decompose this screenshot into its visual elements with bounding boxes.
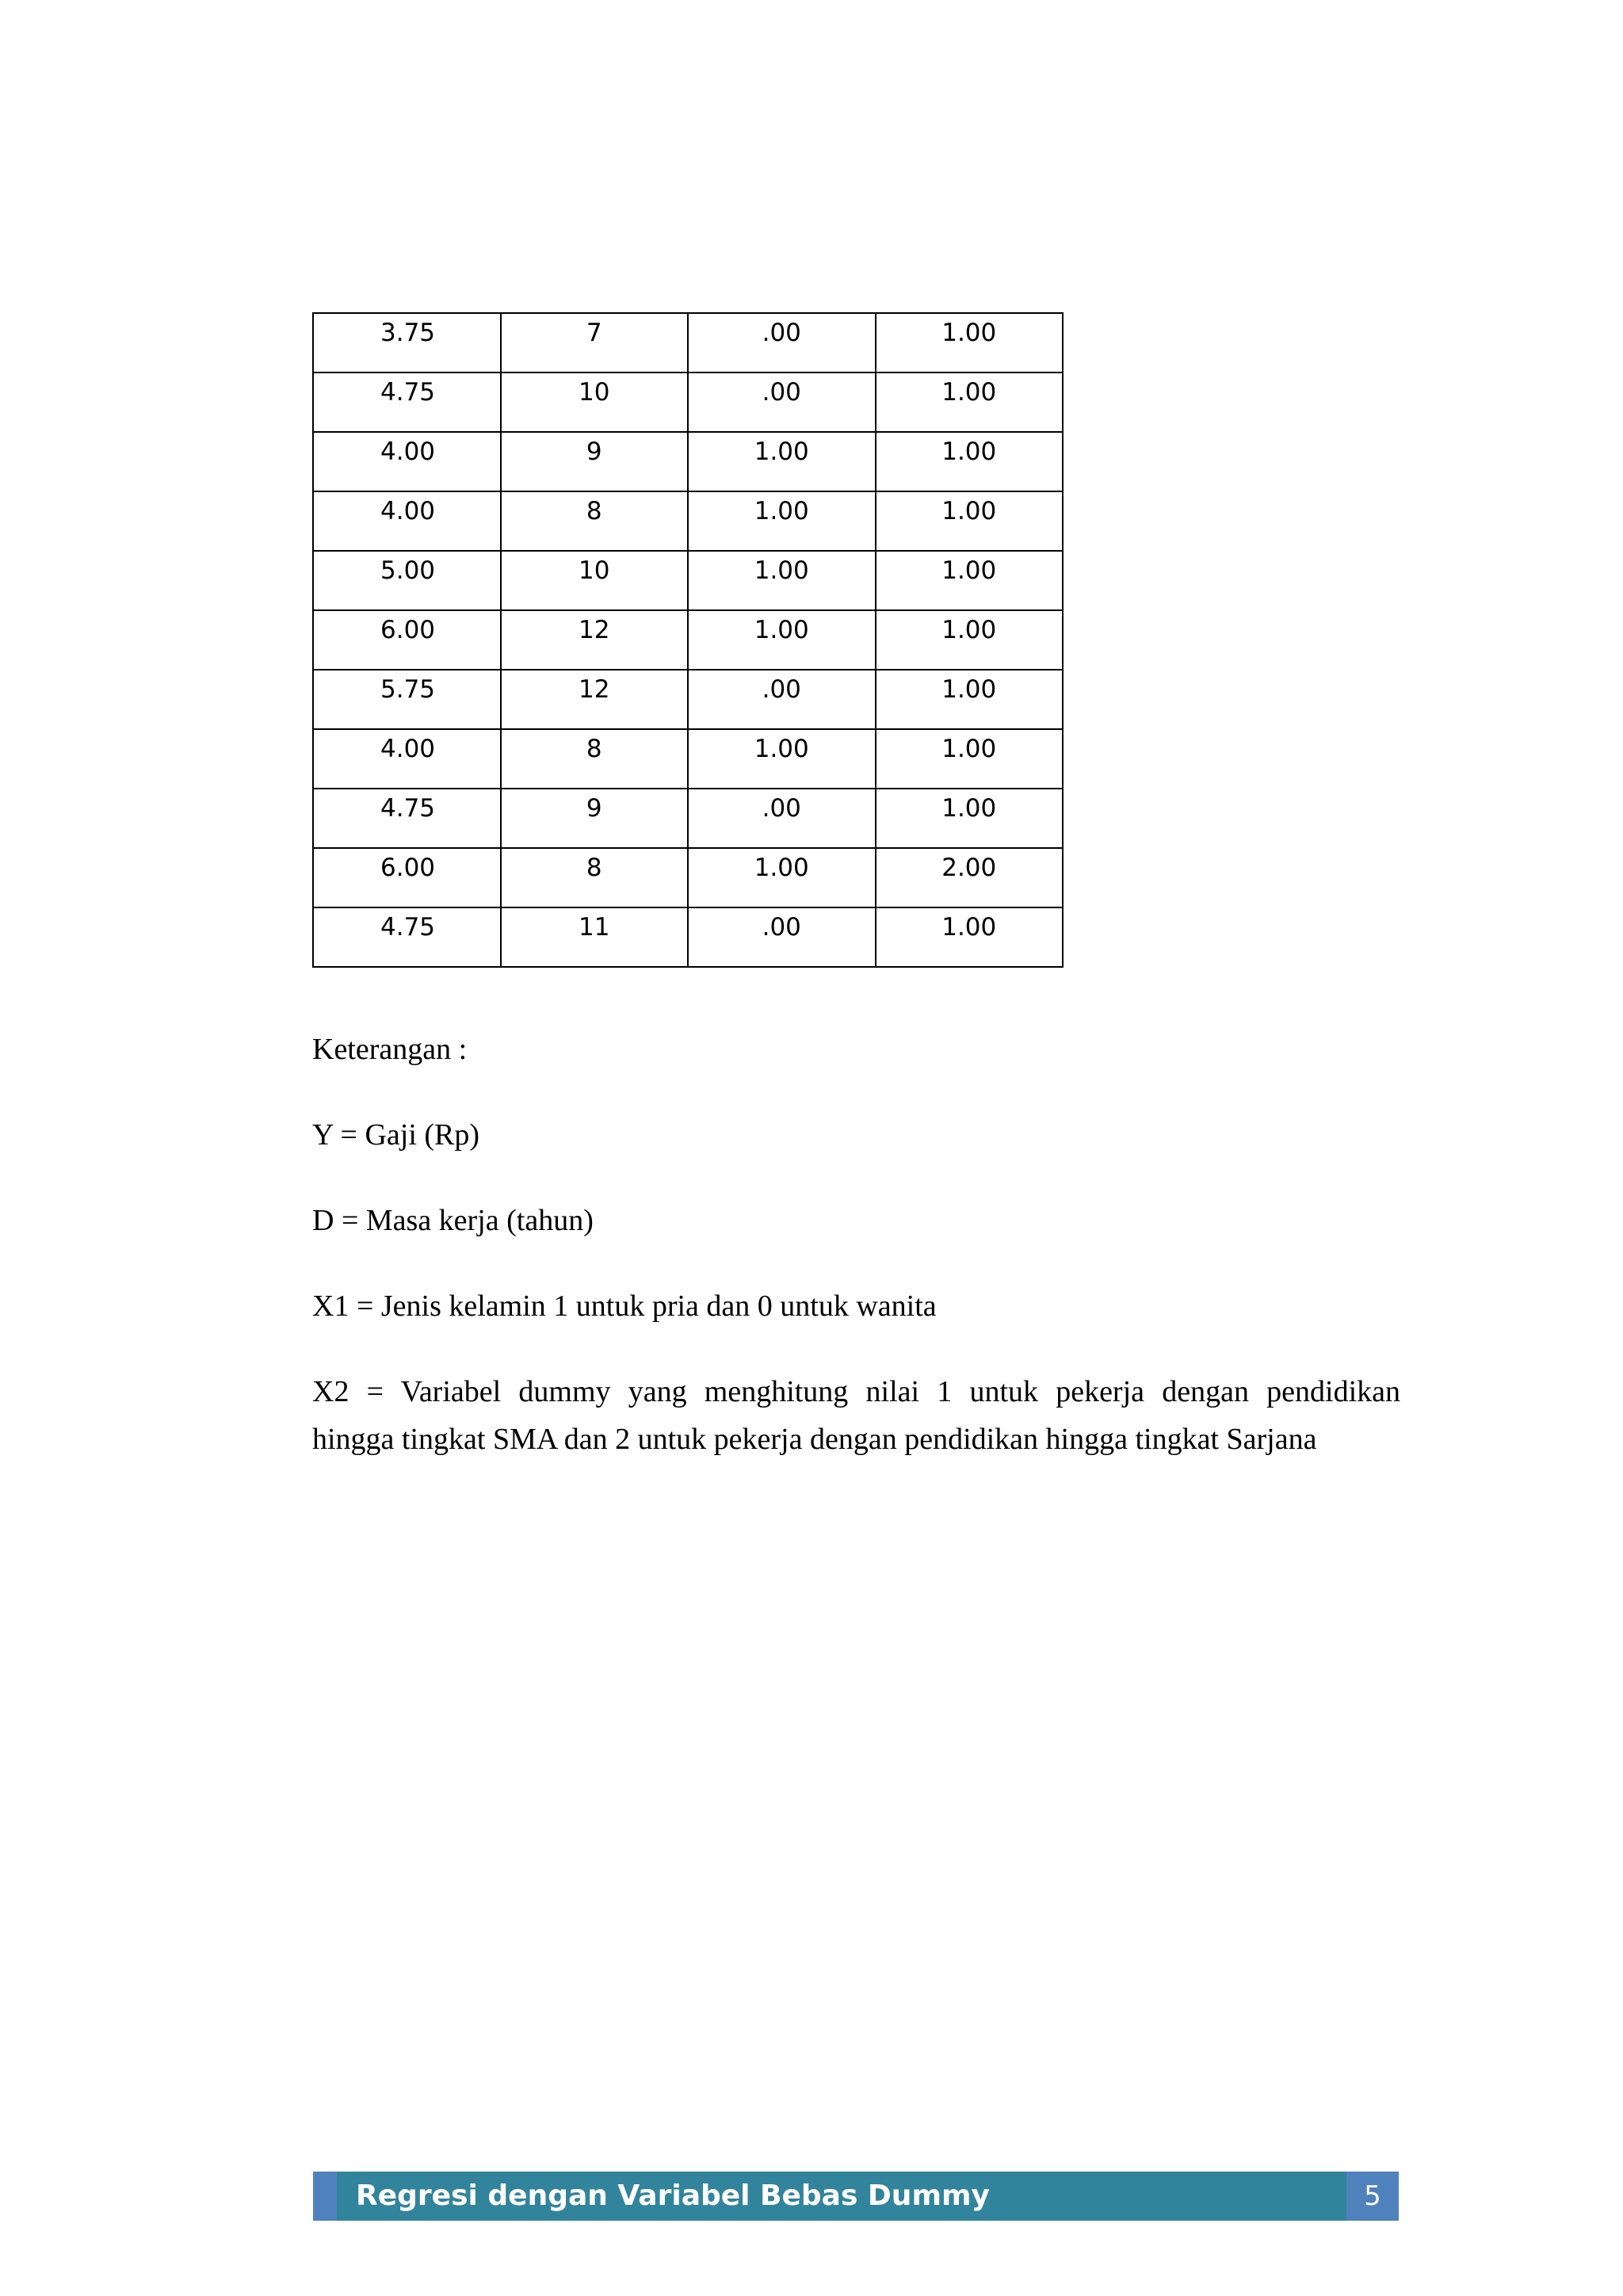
- table-row: [313, 729, 1063, 789]
- data-table: [312, 312, 1064, 968]
- page-number: 5: [1346, 2172, 1399, 2221]
- table-cell: 5.75: [313, 670, 501, 729]
- table-cell: 1.00: [876, 432, 1064, 491]
- table-cell: 1.00: [876, 313, 1064, 372]
- table-cell: 1.00: [876, 670, 1064, 729]
- table-cell: 1.00: [688, 729, 876, 789]
- table-row: [313, 491, 1063, 551]
- table-cell: 11: [501, 907, 689, 967]
- table-row: [313, 789, 1063, 848]
- table-cell: 1.00: [876, 907, 1064, 967]
- table-row: [313, 313, 1063, 372]
- table-cell: 4.75: [313, 907, 501, 967]
- table-cell: 1.00: [688, 610, 876, 670]
- table-cell: 3.75: [313, 313, 501, 372]
- table-row: [313, 610, 1063, 670]
- table-row: [313, 670, 1063, 729]
- table-cell: 4.75: [313, 789, 501, 848]
- notes-heading: Keterangan :: [312, 1033, 468, 1066]
- table-cell: 5.00: [313, 551, 501, 610]
- note-d: D = Masa kerja (tahun): [312, 1204, 594, 1237]
- table-cell: 4.75: [313, 372, 501, 432]
- table-cell: 12: [501, 670, 689, 729]
- table-cell: 1.00: [876, 789, 1064, 848]
- table-row: [313, 551, 1063, 610]
- table-cell: 1.00: [688, 432, 876, 491]
- table-row: [313, 907, 1063, 967]
- note-x2-line-2: hingga tingkat SMA dan 2 untuk pekerja dengan pendidikan hingga tingkat Sarjana: [312, 1423, 1317, 1456]
- table-cell: .00: [688, 313, 876, 372]
- table-cell: 1.00: [876, 610, 1064, 670]
- table-cell: 9: [501, 432, 689, 491]
- note-x2-line-1: X2 = Variabel dummy yang menghitung nilai 1 untuk pekerja dengan pendidikan: [312, 1375, 1400, 1408]
- table-cell: 4.00: [313, 729, 501, 789]
- note-y: Y = Gaji (Rp): [312, 1118, 480, 1152]
- table-cell: 12: [501, 610, 689, 670]
- table-cell: 6.00: [313, 848, 501, 907]
- table-cell: .00: [688, 907, 876, 967]
- table-cell: 1.00: [688, 848, 876, 907]
- table-cell: 10: [501, 372, 689, 432]
- table-cell: 8: [501, 491, 689, 551]
- data-table-body: [313, 313, 1063, 967]
- table-cell: 1.00: [876, 551, 1064, 610]
- table-cell: 7: [501, 313, 689, 372]
- table-cell: 1.00: [688, 551, 876, 610]
- table-cell: 8: [501, 848, 689, 907]
- footer-accent: [313, 2172, 337, 2221]
- table-cell: 4.00: [313, 432, 501, 491]
- footer-title: Regresi dengan Variabel Bebas Dummy: [356, 2179, 990, 2212]
- table-row: [313, 432, 1063, 491]
- note-x1: X1 = Jenis kelamin 1 untuk pria dan 0 untuk wanita: [312, 1289, 937, 1323]
- table-cell: 6.00: [313, 610, 501, 670]
- table-cell: 9: [501, 789, 689, 848]
- table-cell: 1.00: [876, 729, 1064, 789]
- table-cell: 4.00: [313, 491, 501, 551]
- table-cell: .00: [688, 372, 876, 432]
- table-cell: 1.00: [688, 491, 876, 551]
- table-cell: .00: [688, 789, 876, 848]
- table-cell: .00: [688, 670, 876, 729]
- table-cell: 8: [501, 729, 689, 789]
- table-cell: 1.00: [876, 491, 1064, 551]
- table-cell: 10: [501, 551, 689, 610]
- table-cell: 1.00: [876, 372, 1064, 432]
- table-row: [313, 848, 1063, 907]
- table-cell: 2.00: [876, 848, 1064, 907]
- table-row: [313, 372, 1063, 432]
- footer-bar: [313, 2172, 1399, 2221]
- notes-section: [312, 1030, 1400, 1506]
